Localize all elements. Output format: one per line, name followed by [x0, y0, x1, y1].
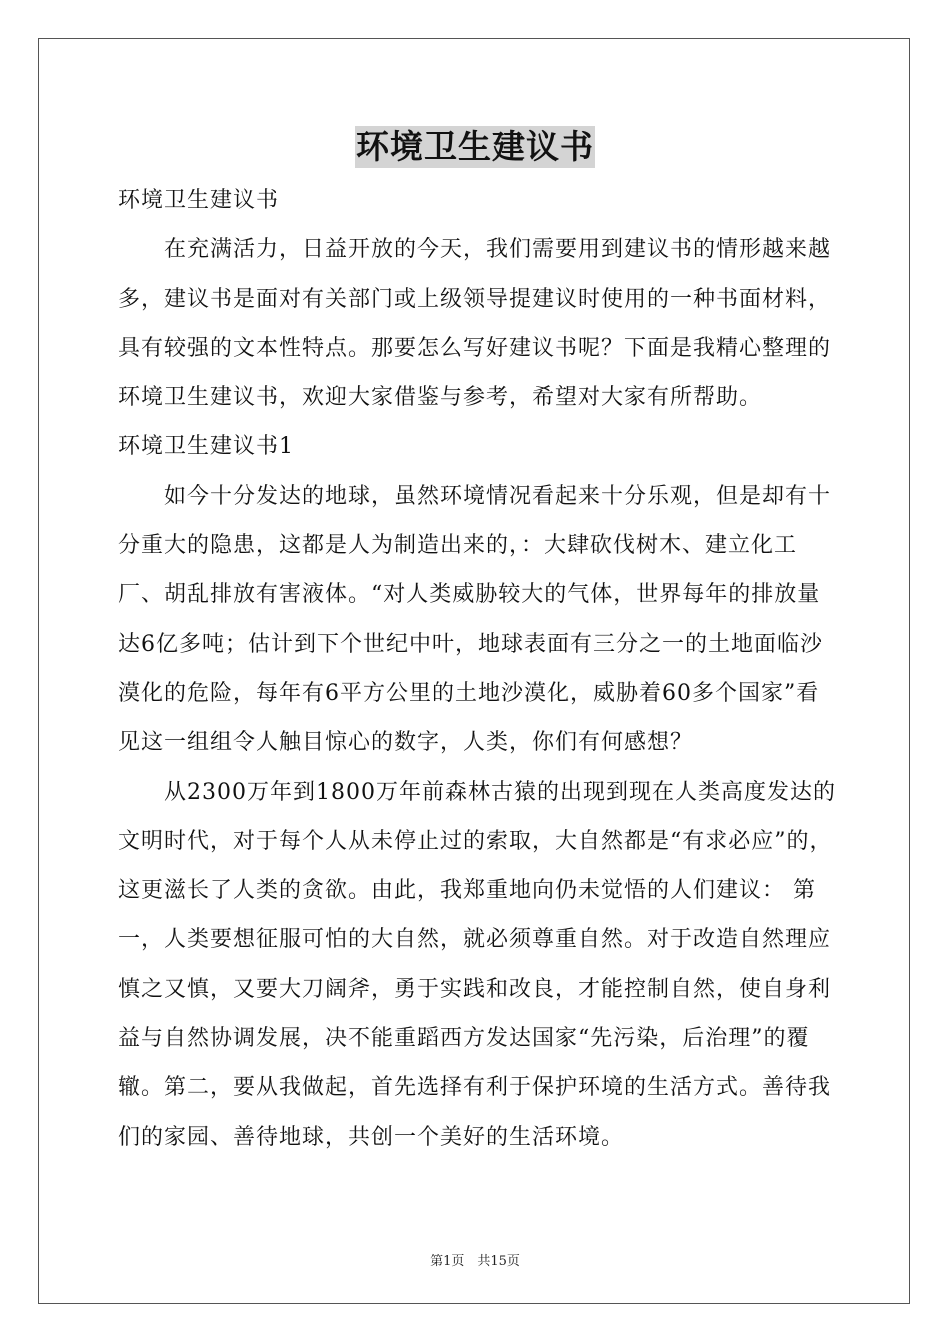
- body-paragraph-2: 从2300万年到1800万年前森林古猿的出现到现在人类高度发达的文明时代，对于每个人从未停止过的索取，大自然都是“有求必应”的，这更滋长了人类的贪欲。由此，我郑重地向仍未觉悟的人们建议： 第一，人类要想征服可怕的大自然，就必须尊重自然。对于改造自然理应慎之又慎，又要大刀阔斧，勇于实践和改良，才能控制自然，使自身利益与自然协调发展，决不能重蹈西方发达国家“先污染，后治理”的覆辙。第二，要从我做起，首先选择有利于保护环境的生活方式。善待我们的家园、善待地球，共创一个美好的生活环境。: [118, 779, 836, 1150]
- body-paragraph-1: 如今十分发达的地球，虽然环境情况看起来十分乐观，但是却有十分重大的隐患，这都是人为制造出来的，：大肆砍伐树木、建立化工厂、胡乱排放有害液体。“对人类威胁较大的气体，世界每年的排放量达6亿多吨；估计到下个世纪中叶，地球表面有三分之一的土地面临沙漠化的危险，每年有6平方公里的土地沙漠化，威胁着60多个国家”看见这一组组令人触目惊心的数字，人类，你们有何感想？: [118, 483, 832, 756]
- document-body: [118, 176, 840, 1162]
- document-subtitle: 环境卫生建议书: [118, 188, 280, 213]
- section-heading: 环境卫生建议书1: [118, 434, 294, 460]
- document-title: 环境卫生建议书: [356, 127, 594, 166]
- intro-paragraph: 在充满活力，日益开放的今天，我们需要用到建议书的情形越来越多，建议书是面对有关部门或上级领导提建议时使用的一种书面材料，具有较强的文本性特点。那要怎么写好建议书呢？下面是我精心整理的环境卫生建议书，欢迎大家借鉴与参考，希望对大家有所帮助。: [118, 237, 832, 411]
- title-container: [0, 126, 950, 168]
- page-footer: 第1页 共15页: [430, 1254, 520, 1269]
